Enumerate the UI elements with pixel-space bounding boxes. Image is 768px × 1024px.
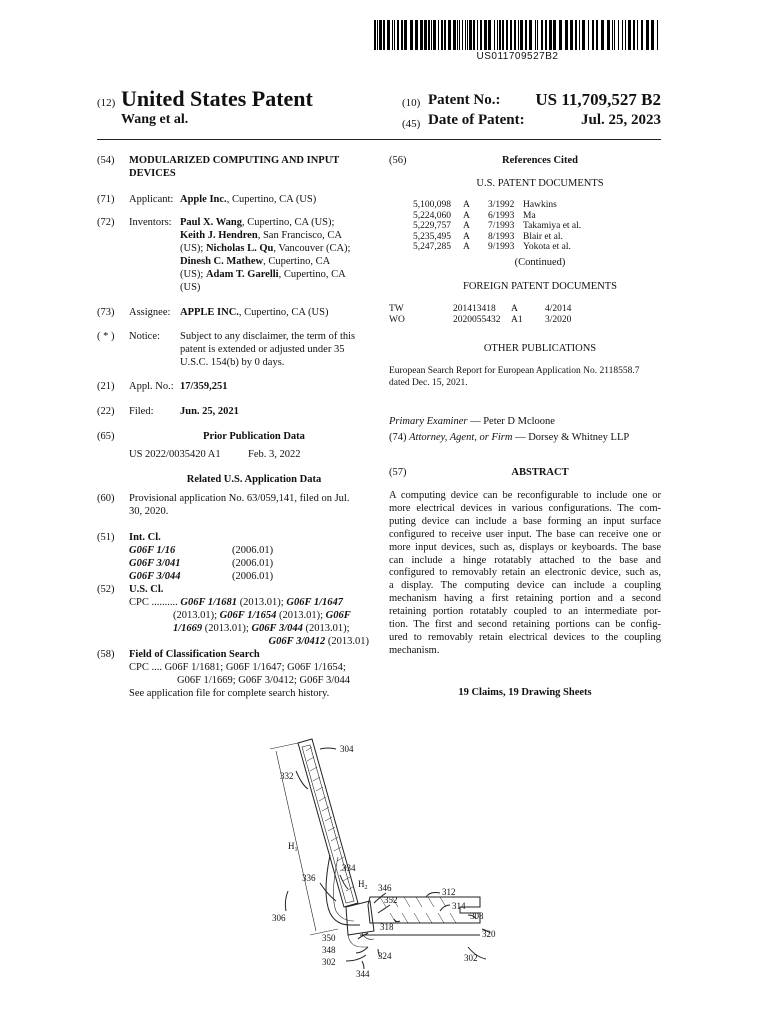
primary-examiner: Primary Examiner — Peter D Mcloone bbox=[389, 416, 555, 427]
abstract-line: can include a hinge rotatably attached to the base and bbox=[389, 554, 661, 566]
text-run: CPC .......... bbox=[129, 597, 181, 608]
patent-no-label: Patent No.: bbox=[428, 92, 501, 108]
notice-line: Subject to any disclaimer, the term of this bbox=[180, 331, 356, 342]
filed-date: Jun. 25, 2021 bbox=[180, 406, 239, 417]
us-doc-number: 5,100,098 bbox=[413, 200, 451, 210]
foreign-doc-row bbox=[389, 315, 659, 326]
assignee: APPLE INC., Cupertino, CA (US) bbox=[180, 307, 329, 318]
barcode-bar bbox=[633, 20, 635, 50]
leader-304 bbox=[320, 748, 336, 749]
us-cl-line bbox=[129, 596, 369, 609]
foreign-doc-date: 3/2020 bbox=[545, 314, 572, 325]
abstract-line: more input devices, such as, displays or keyboards. The base bbox=[389, 541, 661, 553]
class-code: G06F 1/1647 bbox=[286, 597, 344, 608]
barcode-bar bbox=[448, 20, 451, 50]
int-cl-row bbox=[129, 570, 379, 583]
us-doc-date: 3/1992 bbox=[488, 200, 515, 210]
inventor-line bbox=[180, 229, 380, 242]
prior-pub-number: US 2022/0035420 A1 bbox=[129, 449, 221, 460]
abstract-text bbox=[389, 490, 661, 658]
code-71: (71) bbox=[97, 194, 115, 205]
invention-title: MODULARIZED COMPUTING AND INPUT DEVICES bbox=[129, 155, 340, 179]
provisional-text bbox=[129, 492, 379, 518]
int-cl-version: (2006.01) bbox=[232, 545, 274, 556]
inventors-label: Inventors: bbox=[129, 217, 172, 228]
us-doc-name: Yokota et al. bbox=[523, 242, 571, 252]
barcode-bar bbox=[529, 20, 532, 50]
fig-label-320: 320 bbox=[482, 929, 496, 939]
barcode-bar bbox=[477, 20, 478, 50]
text-run: , Cupertino, CA bbox=[278, 269, 346, 280]
barcode-bar bbox=[514, 20, 516, 50]
code-58: (58) bbox=[97, 649, 115, 660]
barcode-bar bbox=[520, 20, 523, 50]
barcode-bar bbox=[444, 20, 446, 50]
notice-label: Notice: bbox=[129, 331, 160, 342]
text-run: , San Francisco, CA bbox=[257, 230, 342, 241]
header-rule bbox=[97, 139, 661, 140]
abstract-line: configured to removably retain an electronic device, such as, bbox=[389, 567, 661, 579]
barcode-bar bbox=[377, 20, 378, 50]
leader-312 bbox=[426, 893, 440, 898]
bold-run: Dinesh C. Mathew bbox=[180, 256, 264, 267]
fig-label-348: 348 bbox=[322, 945, 336, 955]
barcode-bar bbox=[379, 20, 382, 50]
barcode-bar bbox=[424, 20, 427, 50]
fig-label-302b: 302 bbox=[464, 953, 478, 963]
leader-306 bbox=[285, 891, 288, 911]
int-cl-label: Int. Cl. bbox=[129, 532, 161, 543]
applicant: Apple Inc., Cupertino, CA (US) bbox=[180, 194, 317, 205]
notice-line: U.S.C. 154(b) by 0 days. bbox=[180, 357, 285, 368]
code-21: (21) bbox=[97, 381, 115, 392]
other-pubs-text bbox=[389, 365, 661, 389]
us-doc-name: Takamiya et al. bbox=[523, 221, 582, 231]
barcode-bar bbox=[545, 20, 547, 50]
field-search-line: See application file for complete search history. bbox=[129, 688, 330, 699]
abstract-line: ured to removably retain electrical devices to the coupling bbox=[389, 631, 661, 643]
references-heading: References Cited bbox=[502, 155, 578, 166]
fig-label-306: 306 bbox=[272, 913, 286, 923]
int-cl-code: G06F 3/044 bbox=[129, 571, 181, 582]
us-doc-kind: A bbox=[463, 221, 470, 231]
foreign-docs-table bbox=[389, 304, 659, 325]
barcode-bar bbox=[535, 20, 536, 50]
barcode-bar bbox=[433, 20, 436, 50]
barcode-bar bbox=[397, 20, 399, 50]
claims-summary: 19 Claims, 19 Drawing Sheets bbox=[458, 687, 592, 698]
notice-text bbox=[180, 330, 380, 369]
abstract-line: mechanism having a first retaining portion and a second bbox=[389, 593, 661, 605]
text-run: (2013.01); bbox=[237, 597, 287, 608]
barcode-bar bbox=[518, 20, 519, 50]
code-12: (12) bbox=[97, 97, 116, 109]
barcode-bar bbox=[459, 20, 460, 50]
barcode-bar bbox=[438, 20, 439, 50]
barcode-bar bbox=[622, 20, 623, 50]
code-52: (52) bbox=[97, 584, 115, 595]
bold-run: Adam T. Garelli bbox=[205, 269, 279, 280]
related-heading: Related U.S. Application Data bbox=[186, 474, 322, 485]
barcode-bar bbox=[494, 20, 495, 50]
inventors-list bbox=[180, 216, 380, 294]
foreign-doc-kind: A bbox=[511, 304, 518, 314]
barcode-bar bbox=[614, 20, 615, 50]
barcode-bar bbox=[537, 20, 538, 50]
provisional-line: 30, 2020. bbox=[129, 506, 169, 517]
foreign-doc-kind: A1 bbox=[511, 314, 523, 325]
inventor-line bbox=[180, 268, 380, 281]
fig-label-344: 344 bbox=[356, 969, 370, 979]
bold-run: Paul X. Wang bbox=[180, 217, 242, 228]
barcode-bar bbox=[428, 20, 430, 50]
int-cl-row bbox=[129, 544, 379, 557]
code-45: (45) bbox=[402, 118, 421, 130]
inventor-line bbox=[180, 242, 380, 255]
barcode-bar bbox=[499, 20, 501, 50]
abstract-line: puting device can include a base forming an input surface bbox=[389, 515, 661, 527]
barcode-bar bbox=[525, 20, 527, 50]
barcode-bar bbox=[410, 20, 413, 50]
barcode-bar bbox=[588, 20, 589, 50]
fig-label-332: 332 bbox=[280, 771, 294, 781]
barcode-bar bbox=[510, 20, 512, 50]
barcode-bar bbox=[480, 20, 482, 50]
barcode-bar bbox=[646, 20, 649, 50]
us-doc-name: Hawkins bbox=[523, 200, 557, 210]
barcode-bar bbox=[374, 20, 376, 50]
barcode-bar bbox=[462, 20, 463, 50]
barcode-bar bbox=[394, 20, 395, 50]
leader-352 bbox=[378, 905, 390, 913]
text-run: (2013.01) bbox=[325, 636, 369, 647]
code-57: (57) bbox=[389, 467, 407, 478]
fig-label-346: 346 bbox=[378, 883, 392, 893]
filed-label: Filed: bbox=[129, 406, 154, 417]
other-pub-line: dated Dec. 15, 2021. bbox=[389, 378, 468, 388]
fig-label-324: 324 bbox=[378, 951, 392, 961]
barcode-bar bbox=[431, 20, 432, 50]
field-search-list bbox=[129, 661, 379, 700]
foreign-doc-number: 2020055432 bbox=[453, 314, 501, 325]
text-run: , Cupertino, CA (US); bbox=[241, 217, 335, 228]
barcode-bar bbox=[420, 20, 423, 50]
barcode-bar bbox=[467, 20, 468, 50]
barcode-bar bbox=[628, 20, 631, 50]
barcode-bar bbox=[506, 20, 508, 50]
barcode-bar bbox=[553, 20, 556, 50]
barcode-bar bbox=[607, 20, 610, 50]
fig-label-312: 312 bbox=[442, 887, 456, 897]
abstract-heading: ABSTRACT bbox=[511, 467, 569, 478]
class-code: G06F bbox=[325, 610, 351, 621]
us-cl-label: U.S. Cl. bbox=[129, 584, 164, 595]
provisional-line: Provisional application No. 63/059,141, filed on Jul. bbox=[129, 493, 350, 504]
us-doc-kind: A bbox=[463, 210, 470, 221]
us-cl-line bbox=[129, 609, 369, 622]
field-search-line: CPC .... G06F 1/1681; G06F 1/1647; G06F 1/1654; bbox=[129, 662, 346, 673]
foreign-doc-row bbox=[389, 304, 659, 315]
code-56: (56) bbox=[389, 155, 407, 166]
leader-344 bbox=[362, 961, 364, 969]
field-search-line: G06F 1/1669; G06F 3/0412; G06F 3/044 bbox=[177, 675, 350, 686]
barcode-bar bbox=[484, 20, 487, 50]
barcode bbox=[374, 20, 661, 50]
barcode-bar bbox=[641, 20, 643, 50]
abstract-line: A computing device can be reconfigurable to include one or bbox=[389, 490, 661, 501]
barcode-number: US011709527B2 bbox=[476, 51, 559, 62]
barcode-bar bbox=[453, 20, 456, 50]
text-run: (2013.01); bbox=[276, 610, 326, 621]
us-docs-table bbox=[413, 200, 653, 253]
us-doc-number: 5,247,285 bbox=[413, 242, 451, 252]
abstract-line: a display. The computing device can include a coupling bbox=[389, 580, 661, 592]
appl-no: 17/359,251 bbox=[180, 381, 228, 392]
int-cl-list bbox=[129, 544, 379, 583]
foreign-doc-country: WO bbox=[389, 314, 405, 325]
code-72: (72) bbox=[97, 217, 115, 228]
barcode-bar bbox=[473, 20, 475, 50]
us-doc-date: 6/1993 bbox=[488, 210, 515, 221]
foreign-docs-heading: FOREIGN PATENT DOCUMENTS bbox=[462, 281, 618, 292]
text-run: (US); bbox=[180, 269, 206, 280]
barcode-bar bbox=[387, 20, 390, 50]
barcode-bar bbox=[502, 20, 504, 50]
assignee-label: Assignee: bbox=[129, 307, 171, 318]
code-22: (22) bbox=[97, 406, 115, 417]
barcode-bar bbox=[469, 20, 472, 50]
abstract-line: retaining portion rotatably coupled to an intermediate por- bbox=[389, 606, 661, 618]
class-code: G06F 3/0412 bbox=[268, 636, 326, 647]
class-code: 1/1669 bbox=[173, 623, 203, 634]
int-cl-row bbox=[129, 557, 379, 570]
abstract-line: tion. The first and second retaining portions can be config- bbox=[389, 619, 661, 631]
inventor-line bbox=[180, 281, 380, 294]
text-run: , Cupertino, CA bbox=[263, 256, 331, 267]
field-search-label: Field of Classification Search bbox=[129, 649, 260, 660]
document-title: United States Patent bbox=[121, 86, 313, 111]
continued: (Continued) bbox=[514, 257, 566, 268]
other-pub-line: European Search Report for European Application No. 2118558.7 bbox=[389, 366, 640, 376]
barcode-bar bbox=[401, 20, 403, 50]
inventor-line bbox=[180, 216, 380, 229]
applicant-label: Applicant: bbox=[129, 194, 174, 205]
us-cl-list bbox=[129, 596, 369, 648]
fig-label-302a: 302 bbox=[322, 957, 336, 967]
barcode-bar bbox=[565, 20, 568, 50]
prior-pub-heading: Prior Publication Data bbox=[203, 431, 305, 442]
fig-label-336: 336 bbox=[302, 873, 316, 883]
fig-label-304: 304 bbox=[340, 744, 354, 754]
barcode-bar bbox=[618, 20, 619, 50]
int-cl-version: (2006.01) bbox=[232, 571, 274, 582]
class-code: G06F 1/1654 bbox=[219, 610, 277, 621]
foreign-doc-number: 201413418 bbox=[453, 304, 496, 314]
barcode-bar bbox=[404, 20, 407, 50]
text-run: , Vancouver (CA); bbox=[273, 243, 351, 254]
barcode-bar bbox=[612, 20, 613, 50]
barcode-bar bbox=[488, 20, 491, 50]
prior-pub-date: Feb. 3, 2022 bbox=[248, 449, 301, 460]
fig-label-h2: $H_2$ bbox=[358, 879, 368, 891]
abstract-line: configured to receive user input. The base can receive one or bbox=[389, 528, 661, 540]
date-of-patent: Jul. 25, 2023 bbox=[580, 112, 661, 128]
foreign-doc-date: 4/2014 bbox=[545, 304, 572, 314]
code-51: (51) bbox=[97, 532, 115, 543]
us-doc-kind: A bbox=[463, 242, 470, 252]
patent-figure bbox=[250, 725, 510, 995]
leader-314 bbox=[440, 905, 450, 911]
fig-label-h1: $H_1$ bbox=[288, 841, 298, 853]
us-doc-number: 5,235,495 bbox=[413, 231, 451, 242]
fig-label-350: 350 bbox=[322, 933, 336, 943]
code-54: (54) bbox=[97, 155, 115, 166]
code-65: (65) bbox=[97, 431, 115, 442]
text-run: (US); bbox=[180, 243, 206, 254]
barcode-bar bbox=[383, 20, 385, 50]
abstract-line: mechanism. bbox=[389, 644, 440, 656]
us-doc-row bbox=[413, 211, 653, 222]
appl-no-label: Appl. No.: bbox=[129, 381, 174, 392]
text-run: (US) bbox=[180, 282, 201, 293]
barcode-bar bbox=[575, 20, 577, 50]
barcode-bar bbox=[625, 20, 626, 50]
us-cl-line bbox=[129, 622, 369, 635]
code-73: (73) bbox=[97, 307, 115, 318]
fig-label-318: 318 bbox=[380, 922, 394, 932]
text-run: (2013.01); bbox=[302, 623, 350, 634]
barcode-bar bbox=[541, 20, 543, 50]
int-cl-code: G06F 3/041 bbox=[129, 558, 181, 569]
barcode-bar bbox=[559, 20, 562, 50]
code-notice: ( * ) bbox=[97, 331, 115, 342]
text-run: (2013.01); bbox=[202, 623, 252, 634]
code-60: (60) bbox=[97, 493, 115, 504]
barcode-bar bbox=[579, 20, 580, 50]
us-doc-date: 9/1993 bbox=[488, 242, 515, 252]
class-code: G06F 1/1681 bbox=[180, 597, 238, 608]
attorney: (74) Attorney, Agent, or Firm — Dorsey & Whitney LLP bbox=[389, 432, 630, 443]
us-doc-kind: A bbox=[463, 200, 470, 210]
barcode-bar bbox=[601, 20, 604, 50]
us-doc-row bbox=[413, 200, 653, 211]
foreign-doc-country: TW bbox=[389, 304, 404, 314]
barcode-bar bbox=[497, 20, 498, 50]
other-pubs-heading: OTHER PUBLICATIONS bbox=[483, 343, 597, 354]
int-cl-code: G06F 1/16 bbox=[129, 545, 176, 556]
barcode-bar bbox=[582, 20, 585, 50]
bold-run: Nicholas L. Qu bbox=[205, 243, 274, 254]
class-code: G06F 3/044 bbox=[251, 623, 303, 634]
us-doc-kind: A bbox=[463, 231, 470, 242]
barcode-bar bbox=[637, 20, 638, 50]
barcode-bar bbox=[651, 20, 654, 50]
us-doc-row bbox=[413, 242, 653, 253]
barcode-bar bbox=[657, 20, 658, 50]
us-docs-heading: U.S. PATENT DOCUMENTS bbox=[476, 178, 604, 189]
code-10: (10) bbox=[402, 97, 421, 109]
abstract-line: more electrical devices in various configurations. The com- bbox=[389, 502, 661, 514]
fig-label-352: 352 bbox=[384, 895, 398, 905]
barcode-bar bbox=[392, 20, 393, 50]
notice-line: patent is extended or adjusted under 35 bbox=[180, 344, 345, 355]
barcode-bar bbox=[465, 20, 466, 50]
barcode-bar bbox=[570, 20, 573, 50]
us-doc-name: Ma bbox=[523, 210, 536, 221]
barcode-bar bbox=[592, 20, 594, 50]
date-of-patent-label: Date of Patent: bbox=[428, 112, 525, 128]
fig-label-334: 334 bbox=[342, 863, 356, 873]
us-doc-number: 5,229,757 bbox=[413, 221, 451, 231]
barcode-bar bbox=[596, 20, 598, 50]
us-doc-name: Blair et al. bbox=[523, 231, 563, 242]
barcode-bar bbox=[415, 20, 418, 50]
inventors-short: Wang et al. bbox=[121, 112, 189, 127]
bold-run: Keith J. Hendren bbox=[180, 230, 258, 241]
barcode-bar bbox=[441, 20, 443, 50]
leader-348 bbox=[356, 947, 368, 953]
us-doc-row bbox=[413, 232, 653, 243]
inventor-line bbox=[180, 255, 380, 268]
us-doc-date: 7/1993 bbox=[488, 221, 515, 231]
barcode-bar bbox=[457, 20, 458, 50]
us-cl-line bbox=[129, 635, 369, 648]
patent-number: US 11,709,527 B2 bbox=[535, 90, 661, 109]
us-doc-number: 5,224,060 bbox=[413, 210, 451, 221]
fig-label-308: 308 bbox=[470, 911, 484, 921]
us-doc-date: 8/1993 bbox=[488, 231, 515, 242]
int-cl-version: (2006.01) bbox=[232, 558, 274, 569]
text-run: (2013.01); bbox=[173, 610, 220, 621]
barcode-bar bbox=[549, 20, 552, 50]
us-doc-row bbox=[413, 221, 653, 232]
fig-label-314: 314 bbox=[452, 901, 466, 911]
leader-302a bbox=[346, 955, 366, 961]
